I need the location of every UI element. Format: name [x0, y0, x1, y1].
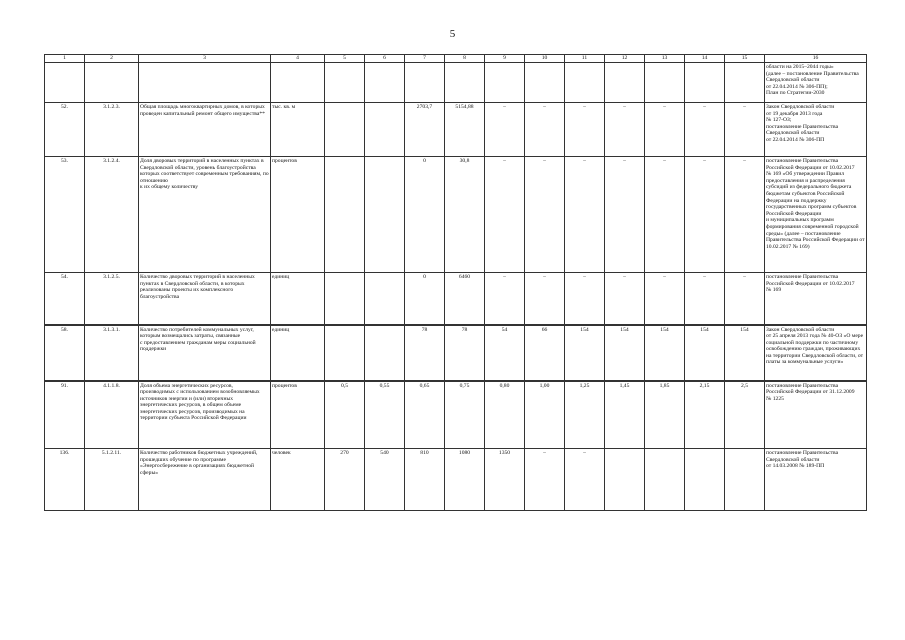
table-cell: 0	[405, 157, 445, 273]
table-cell	[325, 63, 365, 103]
table-cell: 58.	[45, 325, 85, 381]
table-cell: 136.	[45, 449, 85, 511]
table-cell: –	[485, 103, 525, 157]
table-cell: 54.	[45, 273, 85, 325]
table-cell	[725, 449, 765, 511]
table-cell: 4.1.1.8.	[85, 381, 139, 449]
table-cell: –	[685, 157, 725, 273]
table-cell: –	[645, 103, 685, 157]
table-cell: –	[565, 273, 605, 325]
table-cell: постановление Правительства Российской Федерации от 31.12.2009 № 1225	[765, 381, 867, 449]
column-number-header: 3	[139, 55, 271, 63]
table-cell: единиц	[271, 325, 325, 381]
column-number-header: 6	[365, 55, 405, 63]
column-number-header: 1	[45, 55, 85, 63]
table-cell: –	[725, 273, 765, 325]
table-cell: Закон Свердловской области от 19 декабря 2013 года № 127-ОЗ; постановление Правительства Свердловской области от 22.04.2014 № 306-ПП	[765, 103, 867, 157]
table-cell	[45, 63, 85, 103]
table-cell: 5.1.2.11.	[85, 449, 139, 511]
table-cell: 2,5	[725, 381, 765, 449]
table-cell: –	[485, 273, 525, 325]
column-number-row	[45, 55, 867, 63]
table-cell: единиц	[271, 273, 325, 325]
table-cell: 154	[685, 325, 725, 381]
table-cell: –	[565, 157, 605, 273]
table-cell: 2703,7	[405, 103, 445, 157]
page-number: 5	[449, 28, 456, 40]
column-number-header: 13	[645, 55, 685, 63]
table-cell: 3.1.2.3.	[85, 103, 139, 157]
table-cell: –	[645, 273, 685, 325]
table-cell: 0	[405, 273, 445, 325]
table-cell: области на 2015–2044 годы» (далее – постановление Правительства Свердловской области от 22.04.2014 № 306-ПП); План по Стратегии-2030	[765, 63, 867, 103]
column-number-header: 14	[685, 55, 725, 63]
table-cell: –	[725, 157, 765, 273]
table-cell: постановление Правительства Свердловской области от 14.03.2008 № 189-ПП	[765, 449, 867, 511]
table-cell: 0,55	[365, 381, 405, 449]
table-cell	[605, 63, 645, 103]
column-number-header: 16	[765, 55, 867, 63]
column-number-header: 9	[485, 55, 525, 63]
table-cell	[325, 103, 365, 157]
table-cell: 154	[645, 325, 685, 381]
table-cell: 53.	[45, 157, 85, 273]
table-cell: Доля дворовых территорий в населенных пунктах в Свердловской области, уровень благоустройства которых соответствует современным требованиям, по отношению к их общему количеству	[139, 157, 271, 273]
table-cell: человек	[271, 449, 325, 511]
table-cell	[405, 63, 445, 103]
table-cell: тыс. кв. м	[271, 103, 325, 157]
table-cell: 5154,88	[445, 103, 485, 157]
table-cell: –	[605, 103, 645, 157]
table-cell: 270	[325, 449, 365, 511]
table-cell	[365, 103, 405, 157]
table-cell: –	[525, 449, 565, 511]
table-cell	[725, 63, 765, 103]
table-cell: 154	[725, 325, 765, 381]
table-cell: 1350	[485, 449, 525, 511]
table-cell: 66	[525, 325, 565, 381]
table-cell: –	[525, 273, 565, 325]
table-cell	[325, 157, 365, 273]
table-cell: 1,45	[605, 381, 645, 449]
table-cell: Общая площадь многоквартирных домов, в которых проведен капитальный ремонт общего имущества**	[139, 103, 271, 157]
table-cell	[325, 325, 365, 381]
table-cell	[525, 63, 565, 103]
table-cell: 54	[485, 325, 525, 381]
table-cell	[85, 63, 139, 103]
table-cell	[645, 63, 685, 103]
table-row	[45, 273, 867, 325]
table-cell: –	[605, 157, 645, 273]
table-cell	[685, 63, 725, 103]
table-row	[45, 325, 867, 381]
table-cell: 91.	[45, 381, 85, 449]
table-cell: –	[685, 273, 725, 325]
table-cell: 3.1.3.1.	[85, 325, 139, 381]
indicators-table	[44, 54, 867, 511]
table-row	[45, 63, 867, 103]
table-cell: Закон Свердловской области от 25 апреля 2013 года № 40-ОЗ «О мере социальной поддержки по частичному освобождению граждан, проживающих на территории Свердловской области, от платы за коммунальные услуги»	[765, 325, 867, 381]
table-body	[45, 63, 867, 511]
table-cell	[365, 273, 405, 325]
table-row	[45, 157, 867, 273]
table-cell: постановление Правительства Российской Федерации от 10.02.2017 № 169	[765, 273, 867, 325]
table-cell	[139, 63, 271, 103]
table-cell: 1080	[445, 449, 485, 511]
table-cell: 810	[405, 449, 445, 511]
table-cell	[565, 63, 605, 103]
table-cell: 78	[405, 325, 445, 381]
table-cell: 0,65	[405, 381, 445, 449]
table-cell: –	[645, 157, 685, 273]
table-cell: 3.1.2.4.	[85, 157, 139, 273]
table-cell	[645, 449, 685, 511]
table-cell: 0,80	[485, 381, 525, 449]
table-cell	[325, 273, 365, 325]
table-cell: –	[485, 157, 525, 273]
table-cell: –	[525, 157, 565, 273]
table-cell: –	[605, 273, 645, 325]
table-cell	[365, 157, 405, 273]
table-cell: 540	[365, 449, 405, 511]
table-cell: –	[565, 103, 605, 157]
table-cell: 154	[565, 325, 605, 381]
table-cell: 78	[445, 325, 485, 381]
table-cell: 1,00	[525, 381, 565, 449]
table-cell	[605, 449, 645, 511]
table-cell: 52.	[45, 103, 85, 157]
table-cell: 0,5	[325, 381, 365, 449]
table-cell: –	[565, 449, 605, 511]
table-cell	[365, 325, 405, 381]
table-cell: –	[725, 103, 765, 157]
table-cell: Доля объема энергетических ресурсов, производимых с использованием возобновляемых источников энергии и (или) вторичных энергетических ресурсов, в общем объеме энергетических ресурсов, производимых на территории субъекта Российской Федерации	[139, 381, 271, 449]
table-cell: постановление Правительства Российской Федерации от 10.02.2017 № 169 «Об утверждении Правил предоставления и распределения субсидий из федерального бюджета бюджетам субъектов Российской Федерации на поддержку государственных программ субъектов Российской Федерации и муниципальных программ формирования современной городской среды» (далее – постановление Правительства Российской Федерации от 10.02.2017 № 169)	[765, 157, 867, 273]
table-cell: Количество дворовых территорий в населенных пунктах в Свердловской области, в которых реализованы проекты их комплексного благоустройства	[139, 273, 271, 325]
table-cell: 3.1.2.5.	[85, 273, 139, 325]
table-cell	[485, 63, 525, 103]
table-cell: 0,75	[445, 381, 485, 449]
column-number-header: 5	[325, 55, 365, 63]
table-cell: –	[525, 103, 565, 157]
table-cell: процентов	[271, 157, 325, 273]
table-cell: Количество работников бюджетных учреждений, прошедших обучение по программе «Энергосбережение в организациях бюджетной сферы»	[139, 449, 271, 511]
table-cell	[685, 449, 725, 511]
table-row	[45, 381, 867, 449]
table-cell: процентов	[271, 381, 325, 449]
table-cell	[365, 63, 405, 103]
table-cell: 1,85	[645, 381, 685, 449]
table-row	[45, 103, 867, 157]
table-cell: 6460	[445, 273, 485, 325]
column-number-header: 2	[85, 55, 139, 63]
table-cell: 1,25	[565, 381, 605, 449]
table-cell: 2,15	[685, 381, 725, 449]
table-cell: –	[685, 103, 725, 157]
table-cell	[271, 63, 325, 103]
column-number-header: 4	[271, 55, 325, 63]
column-number-header: 15	[725, 55, 765, 63]
column-number-header: 12	[605, 55, 645, 63]
table-cell: Количество потребителей коммунальных услуг, которым возмещались затраты, связанные с предоставлением гражданам меры социальной поддержки	[139, 325, 271, 381]
column-number-header: 7	[405, 55, 445, 63]
table-cell: 154	[605, 325, 645, 381]
table-row	[45, 449, 867, 511]
column-number-header: 10	[525, 55, 565, 63]
table-cell	[445, 63, 485, 103]
column-number-header: 11	[565, 55, 605, 63]
table-cell: 30,8	[445, 157, 485, 273]
column-number-header: 8	[445, 55, 485, 63]
